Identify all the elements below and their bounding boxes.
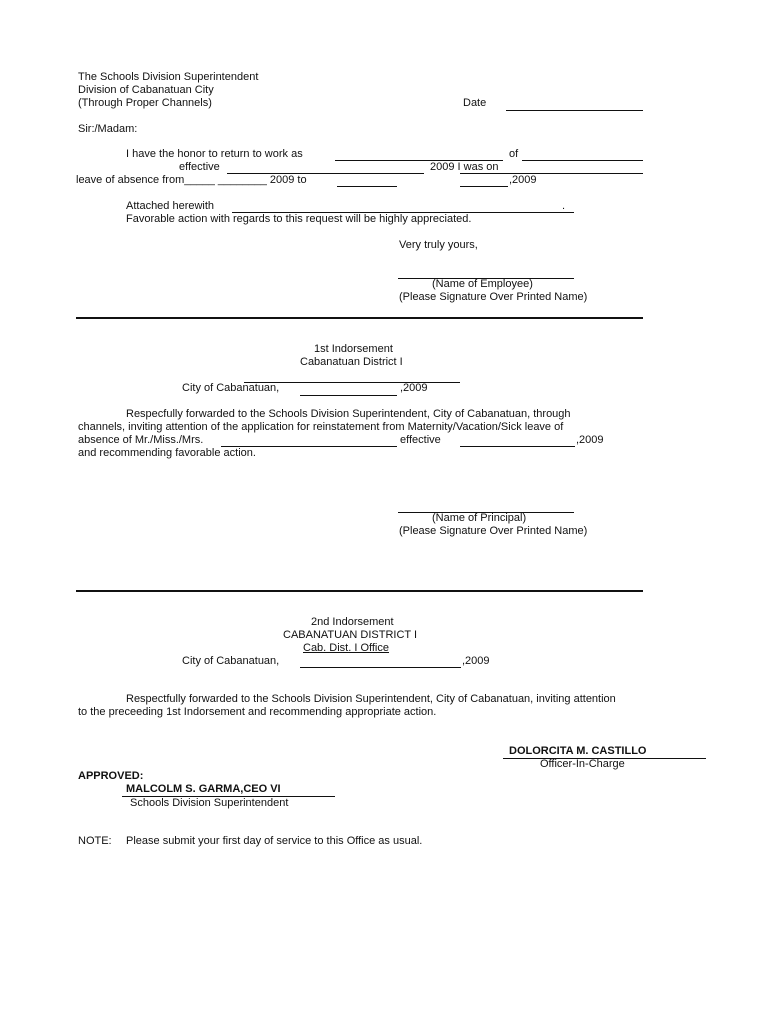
year-was-on: 2009 I was on <box>430 161 499 173</box>
salutation: Sir:/Madam: <box>78 123 138 135</box>
oic-title: Officer-In-Charge <box>540 758 625 770</box>
absence-effective-label: effective <box>400 434 441 446</box>
office-blank <box>522 160 643 161</box>
leave-from-text: leave of absence from_____ ________ 2009 to <box>76 174 307 186</box>
attached-text: Attached herewith <box>126 200 215 212</box>
second-indorsement-city: City of Cabanatuan, <box>182 655 280 667</box>
was-on-blank <box>460 173 643 174</box>
first-indorsement-year: ,2009 <box>400 382 428 394</box>
section-divider-2 <box>76 590 643 592</box>
attached-period: . <box>562 200 566 212</box>
second-indorsement-district: CABANATUAN DISTRICT I <box>283 629 418 641</box>
honor-text: I have the honor to return to work as <box>126 148 303 160</box>
addressee-line-2: Division of Cabanatuan City <box>78 84 214 96</box>
second-indorsement-year: ,2009 <box>462 655 490 667</box>
second-indorsement-para-1: Respectfully forwarded to the Schools Division Superintendent, City of Cabanatuan, inviting attention <box>126 693 616 705</box>
first-indorsement-date-blank <box>300 395 397 396</box>
leave-to-blank-2 <box>460 186 508 187</box>
first-indorsement-city: City of Cabanatuan, <box>182 382 280 394</box>
approved-label: APPROVED: <box>78 770 144 782</box>
leave-to-blank-1 <box>337 186 397 187</box>
date-blank <box>506 110 643 111</box>
of-text: of <box>509 148 519 160</box>
note-label: NOTE: <box>78 835 112 847</box>
principal-signature-note: (Please Signature Over Printed Name) <box>399 525 588 537</box>
absence-date-blank <box>460 446 575 447</box>
note-text: Please submit your first day of service to this Office as usual. <box>126 835 423 847</box>
favorable-text: Favorable action with regards to this request will be highly appreciated. <box>126 213 472 225</box>
addressee-line-1: The Schools Division Superintendent <box>78 71 259 83</box>
absence-label: absence of Mr./Miss./Mrs. <box>78 434 204 446</box>
second-indorsement-date-blank <box>300 667 461 668</box>
date-label: Date <box>463 97 487 109</box>
addressee-line-3: (Through Proper Channels) <box>78 97 212 109</box>
closing: Very truly yours, <box>399 239 478 251</box>
first-indorsement-district: Cabanatuan District I <box>300 356 403 368</box>
sds-name: MALCOLM S. GARMA,CEO VI <box>126 783 281 795</box>
absence-year: ,2009 <box>576 434 604 446</box>
oic-name: DOLORCITA M. CASTILLO <box>509 745 647 757</box>
employee-name-label: (Name of Employee) <box>432 278 533 290</box>
first-indorsement-para-2: channels, inviting attention of the application for reinstatement from Maternity/Vacation/Sick leave of <box>78 421 564 433</box>
second-indorsement-office: Cab. Dist. I Office <box>303 642 389 654</box>
leave-year-end: ,2009 <box>509 174 537 186</box>
employee-signature-note: (Please Signature Over Printed Name) <box>399 291 588 303</box>
sds-title: Schools Division Superintendent <box>130 797 289 809</box>
second-indorsement-title: 2nd Indorsement <box>311 616 394 628</box>
first-indorsement-para-4: and recommending favorable action. <box>78 447 256 459</box>
principal-name-label: (Name of Principal) <box>432 512 527 524</box>
second-indorsement-para-2: to the preceeding 1st Indorsement and recommending appropriate action. <box>78 706 437 718</box>
first-indorsement-para-1: Respecfully forwarded to the Schools Division Superintendent, City of Cabanatuan, through <box>126 408 571 420</box>
section-divider-1 <box>76 317 643 319</box>
first-indorsement-title: 1st Indorsement <box>314 343 393 355</box>
effective-text: effective <box>179 161 220 173</box>
